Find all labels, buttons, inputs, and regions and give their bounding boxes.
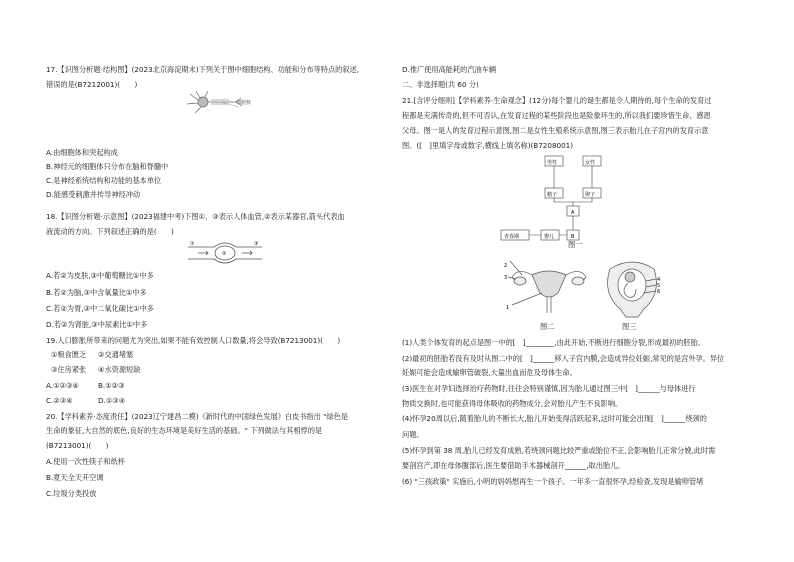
cell-nucleus-label: 细胞核 [236,100,252,106]
q21-sub-3-line1: (3)医生在对孕妇选择治疗药物时,往往会特别谨慎,因为胎儿通过图三中[ ]______与母体进行 [402,384,696,393]
q21-sub-5-line1: (5)怀孕到第 38 周,胎儿已经发育成熟,若绕颈问题比较严重或胎位不正,会影响胎儿正常分娩,此时需 [402,446,716,455]
box-b: B [571,234,575,240]
q19-item-3: ③住房紧张 [51,365,87,374]
puberty-box: 青春期 [504,234,520,240]
q18-option-b: B.若②为脑,③中含氧量比①中多 [46,288,147,297]
figure-2-caption: 图二 [540,322,555,331]
vessel-3-label: ③ [254,241,259,247]
q20-option-c: C.垃圾分类投放 [46,489,97,498]
fig2-label-2: 2 [504,263,508,269]
figure-3-caption: 图三 [622,322,637,331]
q20-line1: 20.【学科素养·态度责任】(2023辽宁建昌二模)《新时代的中国绿色发展》白皮书指出 "绿色是 [46,412,348,421]
q19-option-d: D.①③④ [98,396,126,405]
q20-option-b: B.夏天全天开空调 [46,473,104,482]
sperm-box: 精子 [547,192,558,198]
figure-2-reproductive-system [502,257,596,317]
q17-line2: 错误的是(B7212001)( ) [46,80,138,89]
q21-sub-4-line1: (4)怀孕20周以后,随着胎儿的不断长大,胎儿开始变得活跃起来,这时可能会出现[ ]______绕颈的 [402,414,707,423]
vessel-1-label: ① [190,241,195,247]
q20-option-a: A.使用一次性筷子和纸杯 [46,457,125,466]
q21-sub-3-line2: 物质交换时,也可能获得母体吸收的药物成分,会对胎儿产生不良影响。 [402,399,623,408]
q20-line3: (B7213001)( ) [46,441,109,450]
q21-line1: 21.[含评分细则]【学科素养·生命观念】(12分)每个婴儿的诞生都是令人期待的,每个生命的发育过 [402,96,712,105]
q17-option-c: C.是神经系统结构和功能的基本单位 [46,176,162,185]
fig3-label-6: 6 [657,289,661,295]
q19-item-2: ②交通堵塞 [98,350,134,359]
q21-line4: 图。([ ]里填字母或数字,横线上填名称)(B7208001) [402,141,574,150]
blood-vessel-figure [186,237,264,271]
q19-line1: 19.人口膨胀所带来的问题尤为突出,如果不能有效控制人口数量,将会导致(B7213001)( ) [46,336,341,345]
q19-item-1: ①粮食匮乏 [51,350,87,359]
q21-line3: 父母。图一是人的发育过程示意图,图二是女性生殖系统示意图,图三表示胎儿在子宫内的发育示意 [402,126,709,135]
q19-option-a: A.①②③④ [46,381,79,390]
female-box: 女性 [585,160,596,166]
figure-1-diagram [497,152,647,248]
fig2-label-1: 1 [506,305,510,311]
baby-box: 婴儿 [544,234,555,240]
egg-box: 卵子 [585,192,596,198]
q21-sub-1: (1)人类个体发育的起点是图一中的[ ]________,由此开始,不断进行细胞分裂,形成最初的胚胎。 [402,338,705,347]
neuron-figure [181,90,261,116]
figure-3-fetus-in-uterus [602,257,668,319]
figure-1-caption: 图一 [568,240,583,249]
fig3-label-5: 5 [657,283,661,289]
q18-option-d: D.若②为肾脏,③中尿素比①中多 [46,320,148,329]
q21-line2: 程都是充满传奇的,但不可否认,在发育过程的某些阶段也是险象环生的,所以我们要珍惜生命、感恩 [402,111,711,120]
male-box: 男性 [547,160,558,166]
q18-option-a: A.若②为皮肤,③中葡萄糖比①中多 [46,271,154,280]
q19-option-c: C.②③④ [46,396,73,405]
organ-2-label: ② [222,251,227,257]
q17-option-b: B.神经元的细胞体只分布在脑和脊髓中 [46,162,169,171]
box-a: A [571,210,575,216]
q21-sub-4-line2: 问题。 [402,430,424,439]
q18-line2: 液流动的方向。下列叙述正确的是( ) [46,227,174,236]
q17-line1: 17.【识图分析题·结构图】(2023北京海淀期末)下列关于图中细胞结构、功能和分布等特点的叙述, [46,65,360,74]
q21-sub-6: (6) "三孩政策" 实施后,小明的妈妈想再生一个孩子。一年多一直很怀孕,经检查,发现是输卵管堵 [402,477,704,486]
section-heading: 二、非选择题(共 60 分) [402,80,479,89]
q18-line1: 18.【识图分析题·示意图】(2023福建中考)下图①、③表示人体血管,②表示某器官,箭头代表血 [46,212,345,221]
fig2-label-3: 3 [504,275,508,281]
q17-option-a: A.由细胞体和突起构成 [46,148,118,157]
q21-sub-2-line2: 妊娠可能会造成输卵管破裂,大量出血而危及母体生命。 [402,368,577,377]
q18-option-c: C.若②为胃,③中二氧化碳比①中多 [46,304,154,313]
q19-option-b: B.①②③ [98,381,125,390]
q21-sub-2-line1: (2)最初的胚胎若没有及时从图二中的[ ]______移入子宫内膜,会造成异位妊娠,常见的是宫外孕。异位 [402,354,725,363]
q19-item-4: ④水资源短缺 [98,365,141,374]
q20-line2: 生命的象征,大自然的底色,良好的生态环境是美好生活的基础。" 下列做法与其相悖的是 [46,426,323,435]
q21-sub-5-line2: 要剖宫产,即在母体腹部后,医生要借助手术器械剖开______,取出胎儿。 [402,461,625,470]
q20-option-d: D.推广使用高能耗的汽油车辆 [402,65,497,74]
q17-option-d: D.能感受刺激并传导神经冲动 [46,190,141,199]
fig3-label-4: 4 [657,277,661,283]
